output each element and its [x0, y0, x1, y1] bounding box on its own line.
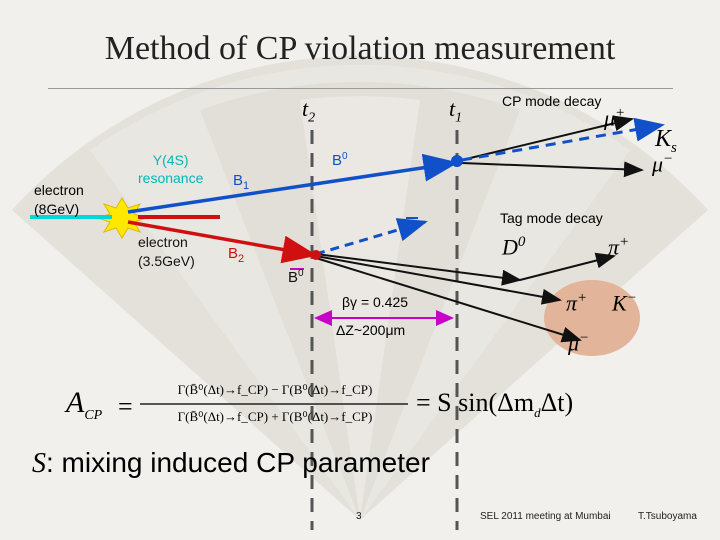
upsilon-resonance-label: Υ(4S) resonance: [138, 152, 204, 186]
b2-decay-vertex: [311, 250, 321, 260]
d0-label: $D^0$: [502, 234, 526, 260]
title-divider: [48, 88, 673, 89]
formula-equals: =: [118, 392, 133, 421]
page-number: 3: [356, 511, 362, 522]
pi-plus-2-label: π+: [566, 290, 588, 316]
footer-event: SEL 2011 meeting at Mumbai: [480, 511, 611, 522]
formula-numerator: Γ(B̄⁰(Δt)→f_CP) − Γ(B⁰(Δt)→f_CP): [177, 382, 373, 397]
pi-plus-1-label: π+: [608, 234, 630, 260]
b1-label: $B_1$: [233, 172, 250, 192]
b0-label: $B^0$: [332, 151, 348, 169]
b0bar-label: $B^0$: [288, 268, 304, 286]
formula-denominator: Γ(B̄⁰(Δt)→f_CP) + Γ(B⁰(Δt)→f_CP): [177, 409, 373, 424]
slide-title: Method of CP violation measurement: [104, 30, 616, 67]
footer-author: T.Tsuboyama: [638, 511, 697, 522]
electron-8gev-label: electron (8GeV): [34, 182, 84, 217]
delta-z-label: ΔZ~200μm: [336, 322, 406, 338]
nu-label: ν: [405, 216, 414, 238]
t1-label: $t_1$: [449, 96, 463, 126]
electron-35gev-label: electron (3.5GeV): [138, 234, 195, 269]
mu-plus-label: μ+: [604, 105, 626, 131]
t2-label: $t_2$: [302, 96, 316, 126]
ks-label: $K_s$: [655, 126, 677, 156]
summary-line: S: mixing induced CP parameter: [32, 447, 430, 479]
b2-label: $B_2$: [228, 245, 245, 265]
k-minus-label: K−: [612, 290, 637, 316]
formula-acp: $A_{CP}$: [66, 386, 103, 423]
beta-gamma-label: βγ = 0.425: [342, 294, 409, 310]
formula-rhs: = S $\sin(\Delta m_d\Delta t)$: [416, 388, 574, 421]
tag-mode-label: Tag mode decay: [500, 210, 603, 226]
mu-minus-2-label: μ−: [568, 330, 590, 356]
b1-decay-vertex: [451, 155, 463, 167]
cp-mode-label: CP mode decay: [502, 93, 602, 109]
mu-minus-label: μ−: [652, 151, 674, 177]
